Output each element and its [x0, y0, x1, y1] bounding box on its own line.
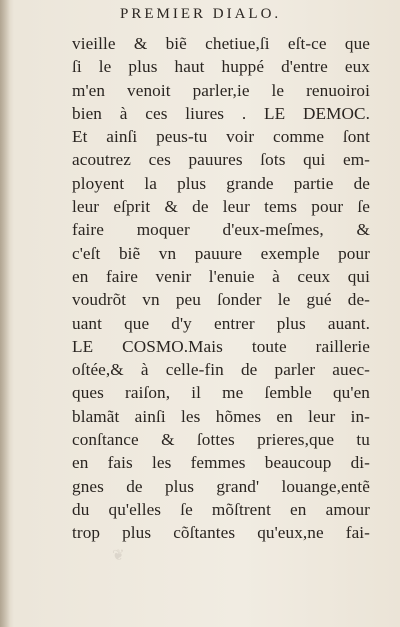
text-line: ques raiſon, il me ſemble qu'en: [72, 383, 370, 403]
text-line: faire moquer d'eux-meſmes, &: [72, 220, 370, 240]
text-line: voudrõt vn peu ſonder le gué de-: [72, 290, 370, 310]
gutter-shadow: [0, 0, 10, 627]
text-line: acoutrez ces pauures ſots qui em-: [72, 150, 370, 170]
text-line: du qu'elles ſe mõſtrent en amour: [72, 499, 370, 519]
text-line: oſtée,& à celle-fin de parler auec-: [72, 360, 370, 380]
text-line: en faire venir l'enuie à ceux qui: [72, 266, 370, 286]
running-head: PREMIER DIALO.: [120, 6, 282, 22]
text-line: trop plus cõſtantes qu'eux,ne fai-: [72, 523, 370, 543]
text-line: LE COSMO.Mais toute raillerie: [72, 336, 370, 356]
text-line: bien à ces liures . LE DEMOC.: [72, 103, 370, 123]
text-line: ployent la plus grande partie de: [72, 173, 370, 193]
show-through-mark: ❦: [112, 548, 127, 564]
text-line: conſtance & ſottes prieres,que tu: [72, 430, 370, 450]
text-line: m'en venoit parler,ie le renuoiroi: [72, 80, 370, 100]
text-line: vieille & biẽ chetiue,ſi eſt-ce que: [72, 34, 370, 53]
text-line: gnes de plus grand' louange,entẽ: [72, 476, 370, 496]
text-line: en fais les femmes beaucoup di-: [72, 453, 370, 473]
text-line: leur eſprit & de leur tems pour ſe: [72, 197, 370, 217]
text-line: c'eſt biẽ vn pauure exemple pour: [72, 243, 370, 263]
text-line: blamãt ainſi les hõmes en leur in-: [72, 406, 370, 426]
text-line: Et ainſi peus-tu voir comme ſont: [72, 127, 370, 147]
body-text: [72, 32, 370, 545]
text-line: ſi le plus haut huppé d'entre eux: [72, 57, 370, 77]
text-line: uant que d'y entrer plus auant.: [72, 313, 370, 333]
